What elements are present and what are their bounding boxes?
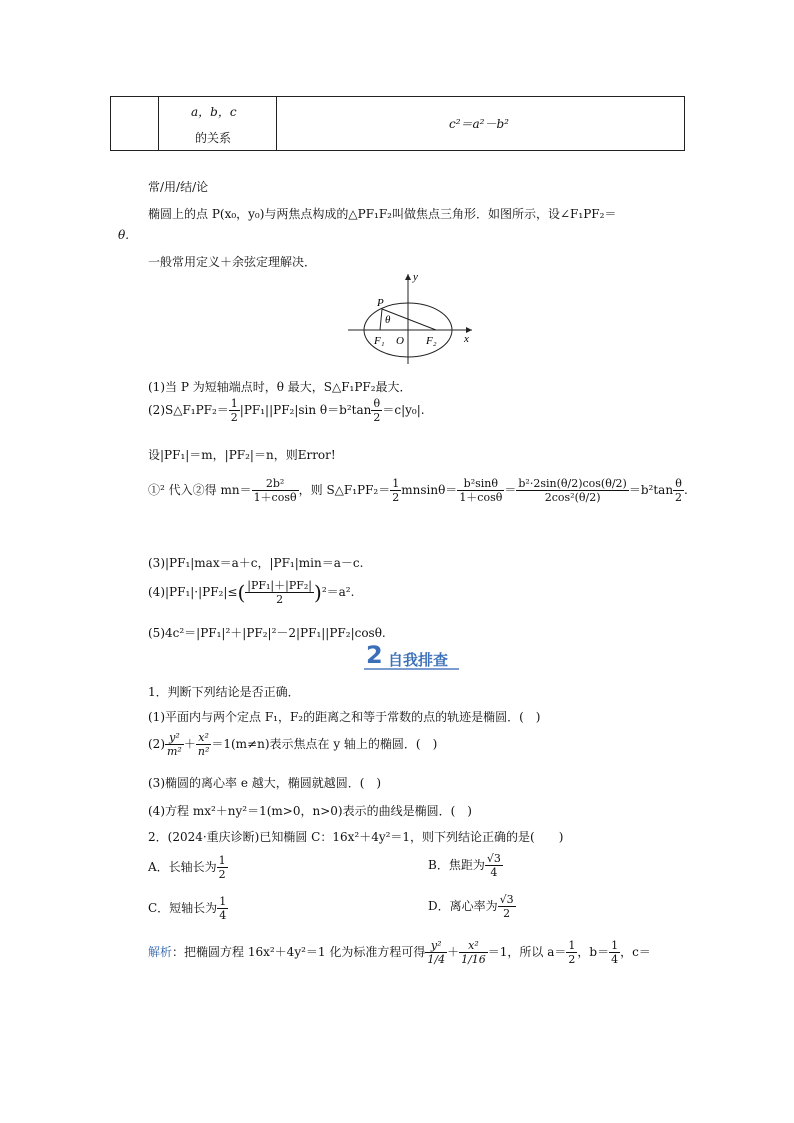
q1-stem: 1．判断下列结论是否正确． [148,685,300,699]
numerator: x² [196,732,212,745]
q1-item-b [148,732,437,757]
item4-prefix: (4)|PF₁|·|PF₂|≤ [148,585,238,599]
fraction [425,940,447,965]
numerator: θ [673,478,684,491]
denominator: 2 [230,411,238,424]
ellipse-figure [340,268,480,368]
option-a-label: A．长轴长为 [148,860,217,874]
deriv-eq: ＝ [504,483,517,497]
deriv-end: ＝b²tan [628,483,674,497]
section-title: 常/用/结/论 [148,180,209,194]
f2-label: F₂ [426,335,437,347]
q1b-prefix: (2) [148,737,165,751]
conclusion-item5: (5)4c²＝|PF₁|²＋|PF₂|²－2|PF₁||PF₂|cosθ. [148,626,386,640]
y-label: y [413,271,418,283]
fraction [498,894,516,919]
option-b-label: B．焦距为 [428,858,485,872]
fraction [609,940,620,965]
pf1-segment [380,309,382,330]
q1b-suffix: ＝1(m≠n)表示焦点在 y 轴上的椭圆．( ) [211,737,438,751]
intro-line1: 椭圆上的点 P(x₀，y₀)与两焦点构成的△PF₁F₂叫做焦点三角形．如图所示，设∠F₁PF₂＝ [148,207,617,221]
denominator: 4 [219,909,227,922]
denominator: 2 [568,953,576,966]
q2-option-c[interactable] [148,896,228,921]
item4-suffix: ²＝a². [321,585,355,599]
table-divider [276,97,277,150]
conclusion-item1: (1)当 P 为短轴端点时，θ 最大，S△F₁PF₂最大． [148,380,412,394]
fraction [245,580,314,605]
numerator: y² [165,732,184,745]
numerator: y² [425,940,447,953]
fraction [371,398,382,423]
denominator: 2 [675,491,683,504]
numerator: √3 [486,852,501,865]
conclusion-item3: (3)|PF₁|max＝a＋c，|PF₁|min＝a－c. [148,556,364,570]
numerator: b²·2sin(θ/2)cos(θ/2) [518,477,627,490]
fraction [217,855,228,880]
numerator: 1 [611,939,619,952]
q2-stem: 2．(2024·重庆诊断)已知椭圆 C：16x²＋4y²＝1，则下列结论正确的是( ) [148,830,564,844]
fraction [390,478,401,503]
conclusion-item4: (4)|PF₁|·|PF₂|≤( $\frac{\text{|PF₁|＋|PF₂|}}{2}$ )²＝a². [148,579,355,606]
set-line: 设|PF₁|＝m，|PF₂|＝n，则Error! [148,448,336,462]
denominator: 2 [392,491,400,504]
item2-suffix: ＝c|y₀|. [382,403,425,417]
numerator: 1 [568,939,576,952]
numerator: 1 [219,895,227,908]
fraction [196,732,212,757]
denominator: 2 [503,907,511,920]
denominator: 1＋cosθ [253,491,297,504]
denominator: 2cos²(θ/2) [544,491,601,504]
solution-label: 解析 [148,945,173,959]
solution-text1: ：把椭圆方程 16x²＋4y²＝1 化为标准方程可得 [172,945,426,959]
fraction [229,398,240,423]
numerator: 1 [230,397,238,410]
fraction [217,896,228,921]
numerator: 1 [218,854,226,867]
denominator: 1/16 [461,953,486,966]
y-axis-arrow [405,274,411,280]
theta-label: θ [385,314,391,326]
row-label-line1: a，b，c [191,105,237,119]
denominator: m² [167,745,182,758]
derivation-line [148,478,688,503]
property-table [110,96,685,151]
relation-formula: c²＝a²－b² [449,117,509,131]
fraction [673,478,684,503]
q2-option-b[interactable] [428,853,503,878]
numerator: 1 [392,477,400,490]
fraction [457,478,504,503]
method-line: 一般常用定义＋余弦定理解决． [148,255,317,269]
p-label: P [377,297,384,309]
item2-prefix: (2)S△F₁PF₂＝ [148,403,229,417]
solution-line [148,940,651,965]
intro-line2: θ. [118,228,130,242]
solution-text3: ，b＝ [577,945,610,959]
numerator: √3 [499,893,514,906]
conclusion-item2 [148,398,425,423]
numerator: b²sinθ [457,478,504,491]
fraction [516,478,628,503]
q1b-plus: ＋ [183,737,196,751]
row-label-line2: 的关系 [195,131,232,145]
numerator: θ [371,398,382,411]
deriv-mid1: ，则 S△F₁PF₂＝ [298,483,391,497]
q1-item-c: (3)椭圆的离心率 e 越大，椭圆就越圆．( ) [148,776,382,790]
denominator: 2 [276,593,284,606]
o-label: O [396,335,404,347]
deriv-mid2: mnsinθ＝ [401,483,458,497]
q2-option-a[interactable] [148,855,228,880]
denominator: 4 [611,953,619,966]
item2-mid: |PF₁||PF₂|sin θ＝b²tan [239,403,372,417]
q1-item-d: (4)方程 mx²＋ny²＝1(m>0，n>0)表示的曲线是椭圆．( ) [148,804,472,818]
table-divider [158,97,159,150]
fraction [165,732,184,757]
deriv-dot: . [684,483,688,497]
section-heading [364,641,459,671]
fraction [485,853,503,878]
section-heading-title: 自我排查 [388,651,449,669]
solution-text4: ，c＝ [620,945,651,959]
deriv-prefix: ①² 代入②得 mn＝ [148,483,252,497]
denominator: 4 [490,866,498,879]
numerator: x² [459,940,488,953]
numerator: 2b² [252,478,299,491]
denominator: n² [197,745,210,758]
section-number: 2 [366,641,383,669]
denominator: 1/4 [427,953,446,966]
fraction [459,940,488,965]
x-label: x [464,333,469,345]
numerator: |PF₁|＋|PF₂| [247,579,312,592]
denominator: 2 [373,411,381,424]
solution-plus: ＋ [447,945,460,959]
q1-item-a: (1)平面内与两个定点 F₁，F₂的距离之和等于常数的点的轨迹是椭圆．( ) [148,710,541,724]
fraction [252,478,299,503]
f1-label: F₁ [374,335,385,347]
denominator: 1＋cosθ [459,491,503,504]
option-d-label: D．离心率为 [428,899,498,913]
solution-text2: ＝1，所以 a＝ [487,945,567,959]
q2-option-d[interactable] [428,894,516,919]
fraction [566,940,577,965]
option-c-label: C．短轴长为 [148,901,218,915]
denominator: 2 [218,868,226,881]
